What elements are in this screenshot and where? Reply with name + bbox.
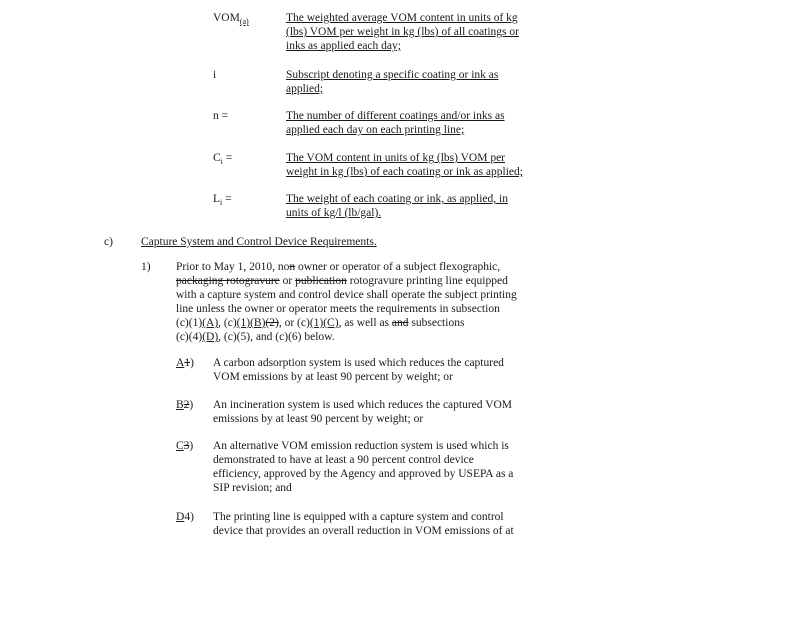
definition-text-li: The weight of each coating or ink, as applied, in units of kg/l (lb/gal). (286, 193, 508, 219)
para1-line2: packaging rotogravure or publication rotogravure printing line equipped (176, 275, 508, 287)
definition-text-i: Subscript denoting a specific coating or ink as applied; (286, 69, 499, 95)
definition-symbol-vom: $VOM_{(a)}$ (213, 12, 249, 26)
section-title: Capture System and Control Device Requirements. (141, 236, 377, 248)
para1-line6: (c)(4)(D), (c)(5), and (c)(6) below. (176, 331, 335, 343)
definition-text-n: The number of different coatings and/or inks as applied each day on each printing line; (286, 110, 505, 136)
definition-symbol-ci: $C_i$ = (213, 152, 233, 166)
para1-label: 1) (141, 261, 151, 273)
section-label: c) (104, 236, 113, 248)
item-text-c: An alternative VOM emission reduction system is used which is demonstrated to have at least a 90 percent control device efficiency, approved by the Agency and approved by USEPA as a SIP revision; and (213, 440, 514, 494)
item-label-d: D4) (176, 511, 194, 523)
definition-symbol-i: i (213, 69, 217, 81)
para1-line1: Prior to May 1, 2010, non owner or operator of a subject flexographic, (176, 261, 501, 273)
definition-text-vom: The weighted average VOM content in units of kg (lbs) VOM per weight in kg (lbs) of all coatings or inks as applied each day; (286, 12, 519, 52)
item-label-a: A1) (176, 357, 194, 369)
definition-symbol-li: $L_i$ = (213, 193, 232, 207)
definition-symbol-n: n = (213, 110, 229, 122)
para1-line5: (c)(1)(A), (c)(1)(B)(2), or (c)(1)(C), as well as and subsections (176, 317, 465, 329)
item-text-d: The printing line is equipped with a capture system and control device that provides an overall reduction in VOM emissions of at (213, 511, 514, 537)
para1-line3: with a capture system and control device shall operate the subject printing (176, 289, 517, 301)
item-label-c: C3) (176, 440, 194, 452)
item-text-b: An incineration system is used which reduces the captured VOM emissions by at least 90 percent by weight; or (213, 399, 513, 425)
para1-line4: line unless the owner or operator meets the requirements in subsection (176, 303, 500, 315)
definition-text-ci: The VOM content in units of kg (lbs) VOM per weight in kg (lbs) of each coating or ink as applied; (286, 152, 523, 178)
item-label-b: B2) (176, 399, 194, 411)
para1-body (176, 260, 540, 344)
item-text-a: A carbon adsorption system is used which reduces the captured VOM emissions by at least 90 percent by weight; or (213, 357, 504, 383)
